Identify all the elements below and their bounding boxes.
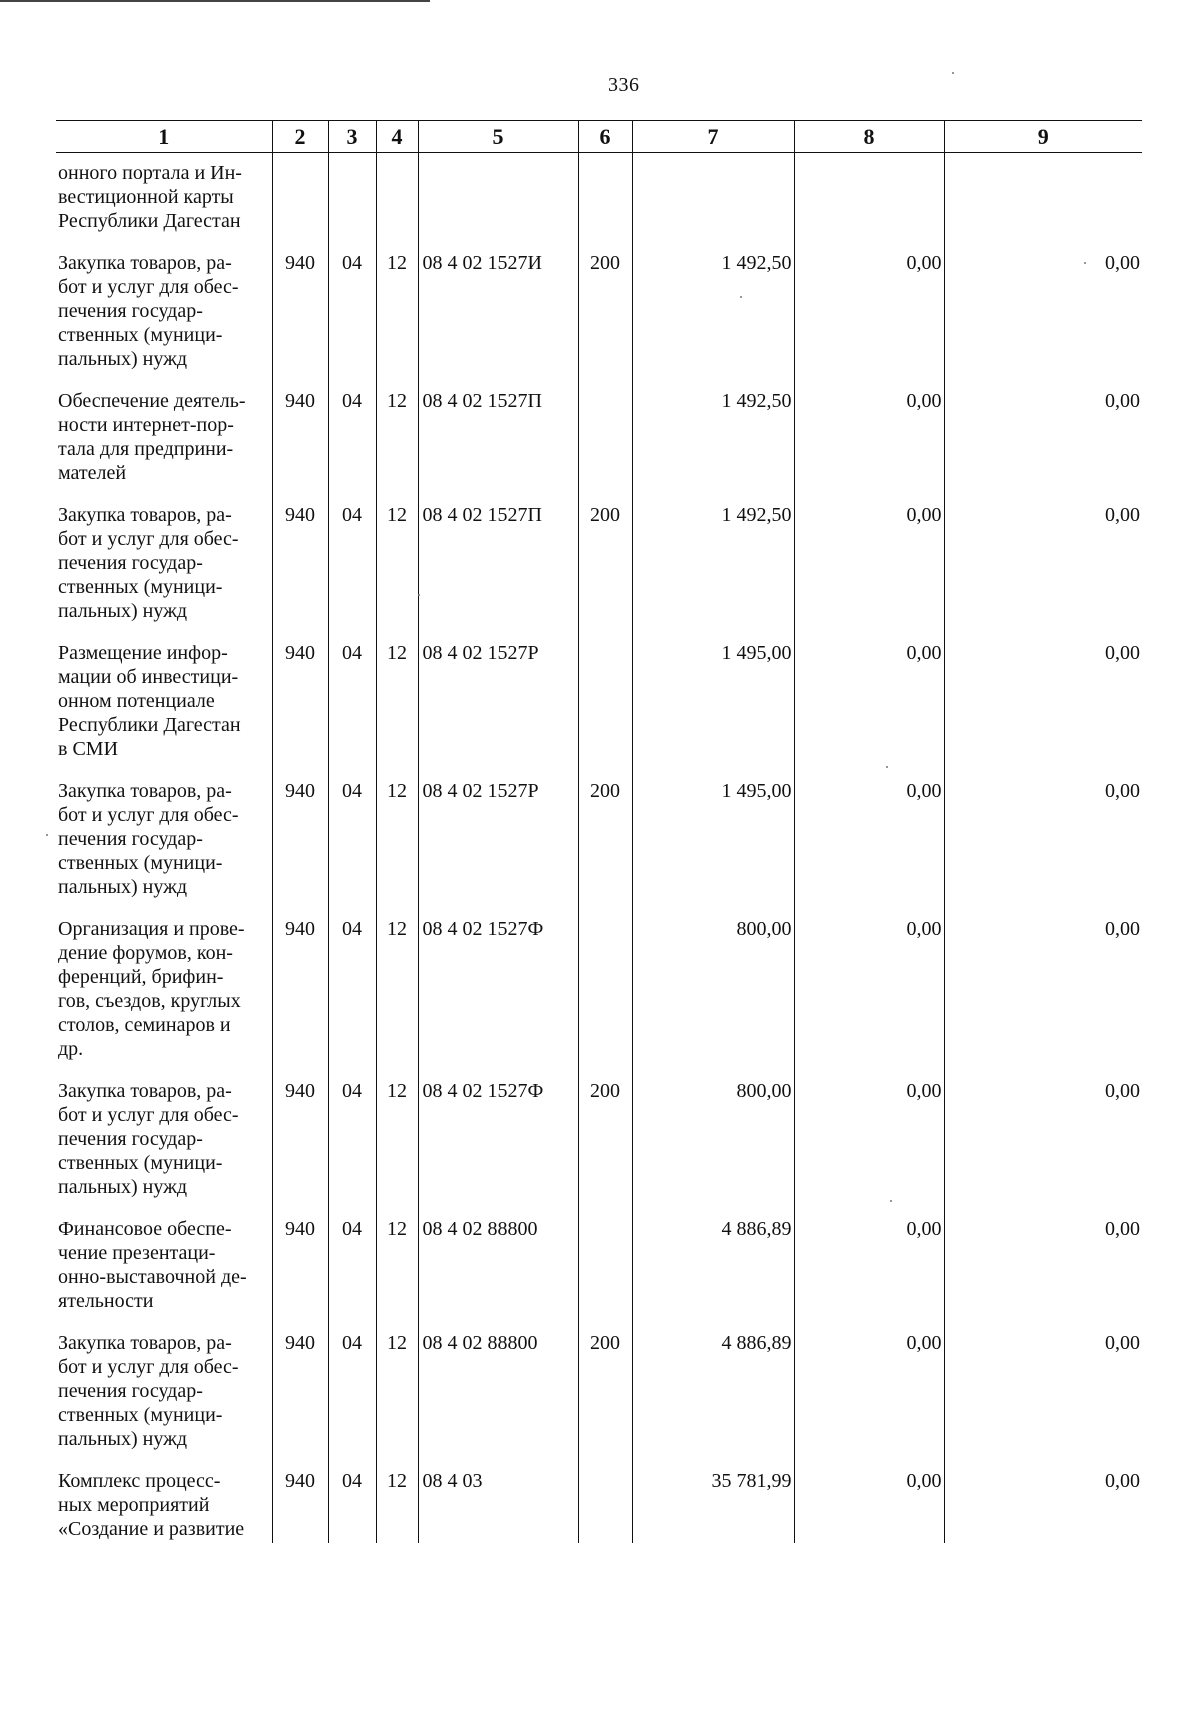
scan-speck — [1084, 262, 1086, 264]
cell-ministry — [272, 153, 328, 250]
table-row — [56, 387, 1142, 501]
cell-ministry: 940 — [272, 249, 328, 387]
scan-speck — [890, 1200, 892, 1202]
cell-amount-3 — [944, 153, 1142, 250]
cell-expense-type: 200 — [578, 1329, 632, 1467]
cell-subsection: 12 — [376, 249, 418, 387]
cell-subsection: 12 — [376, 1467, 418, 1543]
scan-speck — [952, 72, 954, 74]
cell-amount-1: 1 492,50 — [632, 501, 794, 639]
cell-target-code: 08 4 02 88800 — [418, 1329, 578, 1467]
cell-subsection — [376, 153, 418, 250]
cell-amount-2: 0,00 — [794, 1329, 944, 1467]
cell-amount-3: 0,00 — [944, 1467, 1142, 1543]
cell-amount-2: 0,00 — [794, 1467, 944, 1543]
column-header: 1 — [56, 121, 272, 153]
cell-expense-type: 200 — [578, 777, 632, 915]
cell-target-code: 08 4 02 1527П — [418, 387, 578, 501]
column-header: 8 — [794, 121, 944, 153]
row-name: Организация и прове- дение форумов, кон- ференций, брифин- гов, съездов, круглых столов, семинаров и др. — [58, 918, 245, 1060]
cell-target-code: 08 4 03 — [418, 1467, 578, 1543]
cell-amount-2 — [794, 153, 944, 250]
column-header: 9 — [944, 121, 1142, 153]
cell-subsection: 12 — [376, 777, 418, 915]
cell-amount-2: 0,00 — [794, 1077, 944, 1215]
cell-expense-type — [578, 153, 632, 250]
table-row — [56, 153, 1142, 250]
cell-expense-type — [578, 639, 632, 777]
cell-amount-1: 1 492,50 — [632, 249, 794, 387]
cell-expense-type: 200 — [578, 249, 632, 387]
row-name: онного портала и Ин- вестиционной карты Республики Дагестан — [58, 162, 242, 232]
row-name: Обеспечение деятель- ности интернет-пор- тала для предприни- мателей — [58, 390, 246, 484]
cell-amount-1: 800,00 — [632, 915, 794, 1077]
cell-target-code: 08 4 02 1527Ф — [418, 915, 578, 1077]
cell-section — [328, 153, 376, 250]
row-name: Закупка товаров, ра- бот и услуг для обес- печения государ- ственных (муници- пальных) нужд — [58, 1080, 239, 1198]
table-row — [56, 1077, 1142, 1215]
cell-target-code: 08 4 02 1527Р — [418, 777, 578, 915]
cell-amount-3: 0,00 — [944, 387, 1142, 501]
column-header: 2 — [272, 121, 328, 153]
table-row — [56, 501, 1142, 639]
cell-amount-1: 4 886,89 — [632, 1215, 794, 1329]
cell-expense-type — [578, 387, 632, 501]
cell-amount-3: 0,00 — [944, 1329, 1142, 1467]
table-header-row — [56, 121, 1142, 153]
scan-speck — [418, 594, 420, 596]
cell-expense-type: 200 — [578, 1077, 632, 1215]
cell-section: 04 — [328, 1467, 376, 1543]
cell-amount-1: 1 492,50 — [632, 387, 794, 501]
cell-target-code: 08 4 02 1527Р — [418, 639, 578, 777]
cell-subsection: 12 — [376, 915, 418, 1077]
cell-subsection: 12 — [376, 1215, 418, 1329]
cell-amount-1: 4 886,89 — [632, 1329, 794, 1467]
row-name: Закупка товаров, ра- бот и услуг для обес- печения государ- ственных (муници- пальных) нужд — [58, 504, 239, 622]
cell-target-code: 08 4 02 1527Ф — [418, 1077, 578, 1215]
cell-amount-3: 0,00 — [944, 1215, 1142, 1329]
table-row — [56, 1215, 1142, 1329]
cell-subsection: 12 — [376, 501, 418, 639]
cell-section: 04 — [328, 639, 376, 777]
table-row — [56, 777, 1142, 915]
cell-amount-2: 0,00 — [794, 915, 944, 1077]
cell-target-code: 08 4 02 1527И — [418, 249, 578, 387]
cell-subsection: 12 — [376, 387, 418, 501]
cell-section: 04 — [328, 249, 376, 387]
cell-amount-1: 1 495,00 — [632, 639, 794, 777]
cell-ministry: 940 — [272, 501, 328, 639]
page-number: 336 — [608, 74, 640, 96]
cell-section: 04 — [328, 1215, 376, 1329]
column-header: 3 — [328, 121, 376, 153]
cell-target-code: 08 4 02 88800 — [418, 1215, 578, 1329]
cell-amount-3: 0,00 — [944, 501, 1142, 639]
column-header: 6 — [578, 121, 632, 153]
cell-ministry: 940 — [272, 1329, 328, 1467]
cell-amount-2: 0,00 — [794, 1215, 944, 1329]
table-row — [56, 1329, 1142, 1467]
cell-ministry: 940 — [272, 639, 328, 777]
cell-ministry: 940 — [272, 1467, 328, 1543]
cell-amount-1: 35 781,99 — [632, 1467, 794, 1543]
cell-section: 04 — [328, 387, 376, 501]
row-name: Закупка товаров, ра- бот и услуг для обес- печения государ- ственных (муници- пальных) нужд — [58, 1332, 239, 1450]
cell-ministry: 940 — [272, 387, 328, 501]
row-name: Закупка товаров, ра- бот и услуг для обес- печения государ- ственных (муници- пальных) нужд — [58, 780, 239, 898]
cell-section: 04 — [328, 915, 376, 1077]
cell-amount-3: 0,00 — [944, 915, 1142, 1077]
cell-amount-1: 800,00 — [632, 1077, 794, 1215]
cell-section: 04 — [328, 777, 376, 915]
cell-target-code — [418, 153, 578, 250]
cell-subsection: 12 — [376, 1329, 418, 1467]
cell-expense-type — [578, 915, 632, 1077]
cell-ministry: 940 — [272, 1077, 328, 1215]
cell-amount-2: 0,00 — [794, 249, 944, 387]
cell-amount-2: 0,00 — [794, 777, 944, 915]
cell-section: 04 — [328, 501, 376, 639]
cell-ministry: 940 — [272, 1215, 328, 1329]
cell-amount-3: 0,00 — [944, 777, 1142, 915]
cell-amount-2: 0,00 — [794, 501, 944, 639]
column-header: 5 — [418, 121, 578, 153]
cell-expense-type — [578, 1215, 632, 1329]
table-row — [56, 639, 1142, 777]
scan-speck — [46, 834, 48, 836]
row-name: Финансовое обеспе- чение презентаци- онно-выставочной де- ятельности — [58, 1218, 247, 1312]
cell-ministry: 940 — [272, 777, 328, 915]
column-header: 7 — [632, 121, 794, 153]
cell-amount-2: 0,00 — [794, 639, 944, 777]
cell-subsection: 12 — [376, 639, 418, 777]
scan-speck — [886, 766, 888, 768]
scan-edge-line — [0, 0, 430, 2]
cell-amount-1: 1 495,00 — [632, 777, 794, 915]
cell-amount-2: 0,00 — [794, 387, 944, 501]
cell-expense-type: 200 — [578, 501, 632, 639]
cell-amount-1 — [632, 153, 794, 250]
cell-section: 04 — [328, 1329, 376, 1467]
cell-ministry: 940 — [272, 915, 328, 1077]
table-row — [56, 1467, 1142, 1543]
row-name: Размещение инфор- мации об инвестици- онном потенциале Республики Дагестан в СМИ — [58, 642, 241, 760]
cell-expense-type — [578, 1467, 632, 1543]
row-name: Комплекс процесс- ных мероприятий «Создание и развитие — [58, 1470, 245, 1540]
cell-amount-3: 0,00 — [944, 1077, 1142, 1215]
cell-amount-3: 0,00 — [944, 639, 1142, 777]
cell-section: 04 — [328, 1077, 376, 1215]
row-name: Закупка товаров, ра- бот и услуг для обес- печения государ- ственных (муници- пальных) нужд — [58, 252, 239, 370]
column-header: 4 — [376, 121, 418, 153]
cell-amount-3: 0,00 — [944, 249, 1142, 387]
scan-speck — [740, 296, 742, 298]
cell-target-code: 08 4 02 1527П — [418, 501, 578, 639]
cell-subsection: 12 — [376, 1077, 418, 1215]
table-row — [56, 249, 1142, 387]
budget-table — [56, 120, 1142, 1543]
table-row — [56, 915, 1142, 1077]
